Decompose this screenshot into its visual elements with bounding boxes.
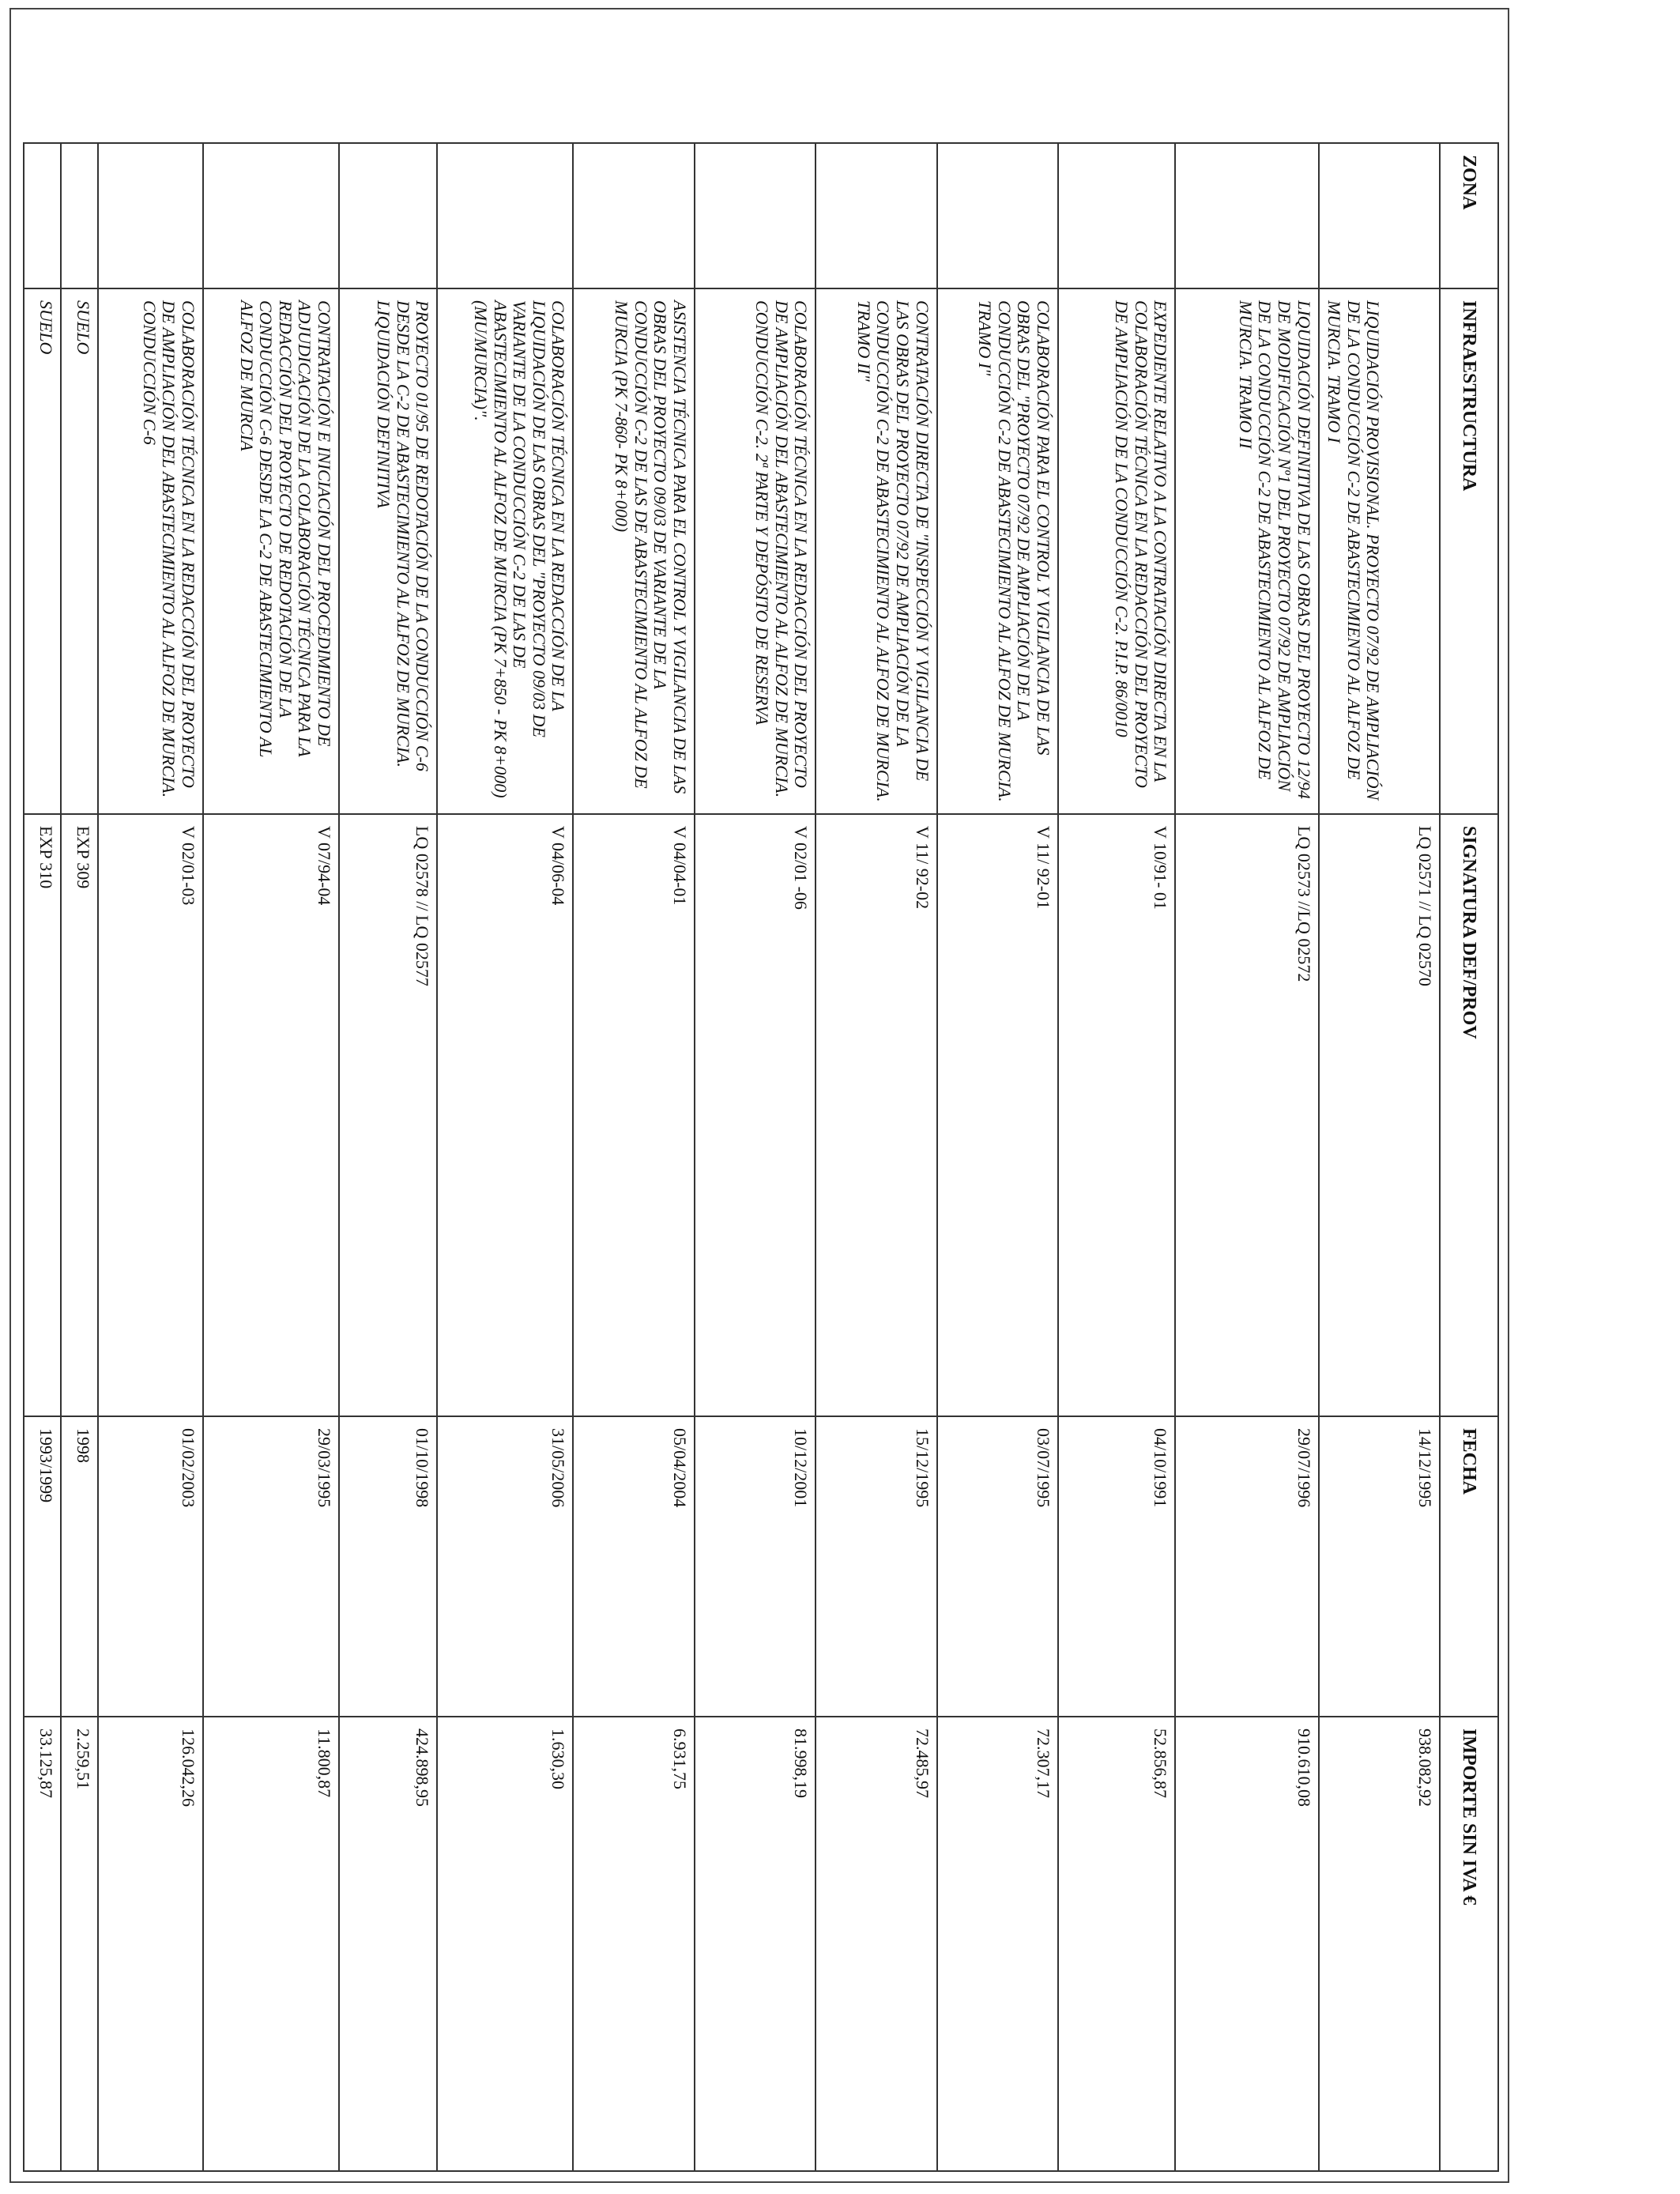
cell-signatura: LQ 02573 //LQ 02572 [1175,814,1318,1416]
cell-fecha: 04/10/1991 [1058,1416,1175,1717]
header-row [1440,143,1498,2171]
cell-fecha: 01/02/2003 [98,1416,203,1717]
cell-importe: 1.630,30 [437,1717,573,2171]
table-row [1319,143,1440,2171]
cell-signatura: V 10/91- 01 [1058,814,1175,1416]
cell-zona [573,143,694,288]
cell-infraestructura: ASISTENCIA TÉCNICA PARA EL CONTROL Y VIGILANCIA DE LAS OBRAS DEL PROYECTO 09/03 DE VARIANTE DE LA CONDUCCIÓN C-2 DE LAS DE ABASTECIMIENTO AL ALFOZ DE MURCIA (PK 7-860- PK 8+000) [573,288,694,814]
cell-importe: 72.485,97 [816,1717,936,2171]
table-row [937,143,1058,2171]
cell-infraestructura: COLABORACIÓN TÉCNICA EN LA REDACCIÓN DEL PROYECTO DE AMPLIACIÓN DEL ABASTECIMIENTO AL ALFOZ DE MURCIA. CONDUCCIÓN C-6 [98,288,203,814]
cell-fecha: 29/07/1996 [1175,1416,1318,1717]
cell-zona [1058,143,1175,288]
cell-infraestructura: EXPEDIENTE RELATIVO A LA CONTRATACIÓN DIRECTA EN LA COLABORACIÓN TÉCNICA EN LA REDACCIÓN DEL PROYECTO DE AMPLIACIÓN DE LA CONDUCCIÓN C-2. P.I.P. 86/0010 [1058,288,1175,814]
rotated-table-container [23,142,1499,2170]
cell-zona [61,143,99,288]
header-fecha: FECHA [1440,1416,1498,1717]
cell-importe: 81.998,19 [695,1717,816,2171]
infrastructure-table [23,142,1499,2172]
header-signatura: SIGNATURA DEF/PROV [1440,814,1498,1416]
cell-fecha: 29/03/1995 [203,1416,339,1717]
cell-signatura: EXP 310 [24,814,61,1416]
header-zona: ZONA [1440,143,1498,288]
cell-importe: 910.610,08 [1175,1717,1318,2171]
header-infraestructura: INFRAESTRUCTURA [1440,288,1498,814]
cell-signatura: LQ 02571 // LQ 02570 [1319,814,1440,1416]
cell-signatura: V 11/ 92-02 [816,814,936,1416]
cell-zona [203,143,339,288]
cell-fecha: 10/12/2001 [695,1416,816,1717]
cell-zona [339,143,437,288]
cell-infraestructura: COLABORACIÓN PARA EL CONTROL Y VIGILANCIA DE LAS OBRAS DEL "PROYECTO 07/92 DE AMPLIACIÓN DE LA CONDUCCIÓN C-2 DE ABASTECIMIENTO AL ALFOZ DE MURCIA. TRAMO I" [937,288,1058,814]
cell-signatura: V 02/01 -06 [695,814,816,1416]
cell-fecha: 15/12/1995 [816,1416,936,1717]
cell-zona [816,143,936,288]
cell-signatura: V 02/01-03 [98,814,203,1416]
cell-infraestructura: PROYECTO 01/95 DE REDOTACIÓN DE LA CONDUCCIÓN C-6 DESDE LA C-2 DE ABASTECIMIENTO AL ALFOZ DE MURCIA. LIQUIDACIÓN DEFINITIVA [339,288,437,814]
cell-importe: 11.800,87 [203,1717,339,2171]
cell-importe: 424.898,95 [339,1717,437,2171]
cell-fecha: 01/10/1998 [339,1416,437,1717]
table-row [61,143,99,2171]
table-row [1058,143,1175,2171]
cell-zona [937,143,1058,288]
table-row [24,143,61,2171]
table-row [573,143,694,2171]
table-row [437,143,573,2171]
cell-importe: 72.307,17 [937,1717,1058,2171]
cell-zona [695,143,816,288]
table-row [203,143,339,2171]
cell-infraestructura: SUELO [61,288,99,814]
cell-infraestructura: LIQUIDACIÓN PROVISIONAL. PROYECTO 07/92 DE AMPLIACIÓN DE LA CONDUCCIÓN C-2 DE ABASTECIMIENTO AL ALFOZ DE MURCIA. TRAMO I [1319,288,1440,814]
cell-zona [437,143,573,288]
cell-fecha: 1993/1999 [24,1416,61,1717]
cell-infraestructura: CONTRATACIÓN E INICIACIÓN DEL PROCEDIMIENTO DE ADJUDICACIÓN DE LA COLABORACIÓN TÉCNICA PARA LA REDACCIÓN DEL PROYECTO DE REDOTACIÓN DE LA CONDUCCIÓN C-6 DESDE LA C-2 DE ABASTECIMIENTO AL ALFOZ DE MURCIA [203,288,339,814]
table-row [98,143,203,2171]
cell-signatura: V 07/94-04 [203,814,339,1416]
cell-zona [24,143,61,288]
cell-importe: 33.125,87 [24,1717,61,2171]
cell-signatura: V 04/06-04 [437,814,573,1416]
cell-infraestructura: SUELO [24,288,61,814]
cell-fecha: 31/05/2006 [437,1416,573,1717]
cell-importe: 2.259,51 [61,1717,99,2171]
cell-importe: 938.082,92 [1319,1717,1440,2171]
cell-infraestructura: COLABORACIÓN TÉCNICA EN LA REDACCIÓN DEL PROYECTO DE AMPLIACIÓN DEL ABASTECIMIENTO AL ALFOZ DE MURCIA. CONDUCCIÓN C-2. 2ª PARTE Y DEPÓSITO DE RESERVA [695,288,816,814]
cell-signatura: V 11/ 92-01 [937,814,1058,1416]
cell-infraestructura: LIQUIDACIÓN DEFINITIVA DE LAS OBRAS DEL PROYECTO 12/94 DE MODIFICACIÓN Nº1 DEL PROYECTO 07/92 DE AMPLIACIÓN DE LA CONDUCCIÓN C-2 DE ABASTECIMIENTO AL ALFOZ DE MURCIA. TRAMO II [1175,288,1318,814]
table-row [339,143,437,2171]
table-row [1175,143,1318,2171]
cell-signatura: V 04/04-01 [573,814,694,1416]
cell-fecha: 14/12/1995 [1319,1416,1440,1717]
cell-importe: 6.931,75 [573,1717,694,2171]
cell-infraestructura: COLABORACIÓN TÉCNICA EN LA REDACCIÓN DE LA LIQUIDACIÓN DE LAS OBRAS DEL "PROYECTO 09/03 DE VARIANTE DE LA CONDUCCIÓN C-2 DE LAS DE ABASTECIMIENTO AL ALFOZ DE MURCIA (PK 7+850 - PK 8+000) (MU/MURCIA)". [437,288,573,814]
cell-fecha: 1998 [61,1416,99,1717]
cell-zona [98,143,203,288]
cell-signatura: EXP 309 [61,814,99,1416]
cell-fecha: 05/04/2004 [573,1416,694,1717]
cell-importe: 126.042,26 [98,1717,203,2171]
cell-fecha: 03/07/1995 [937,1416,1058,1717]
table-body [24,143,1440,2171]
cell-infraestructura: CONTRATACIÓN DIRECTA DE "INSPECCIÓN Y VIGILANCIA DE LAS OBRAS DEL PROYECTO 07/92 DE AMPLIACIÓN DE LA CONDUCCIÓN C-2 DE ABASTECIMIENTO AL ALFOZ DE MURCIA. TRAMO II" [816,288,936,814]
header-importe: IMPORTE SIN IVA € [1440,1717,1498,2171]
table-row [695,143,816,2171]
cell-importe: 52.856,87 [1058,1717,1175,2171]
cell-signatura: LQ 02578 // LQ 02577 [339,814,437,1416]
cell-zona [1319,143,1440,288]
cell-zona [1175,143,1318,288]
table-row [816,143,936,2171]
